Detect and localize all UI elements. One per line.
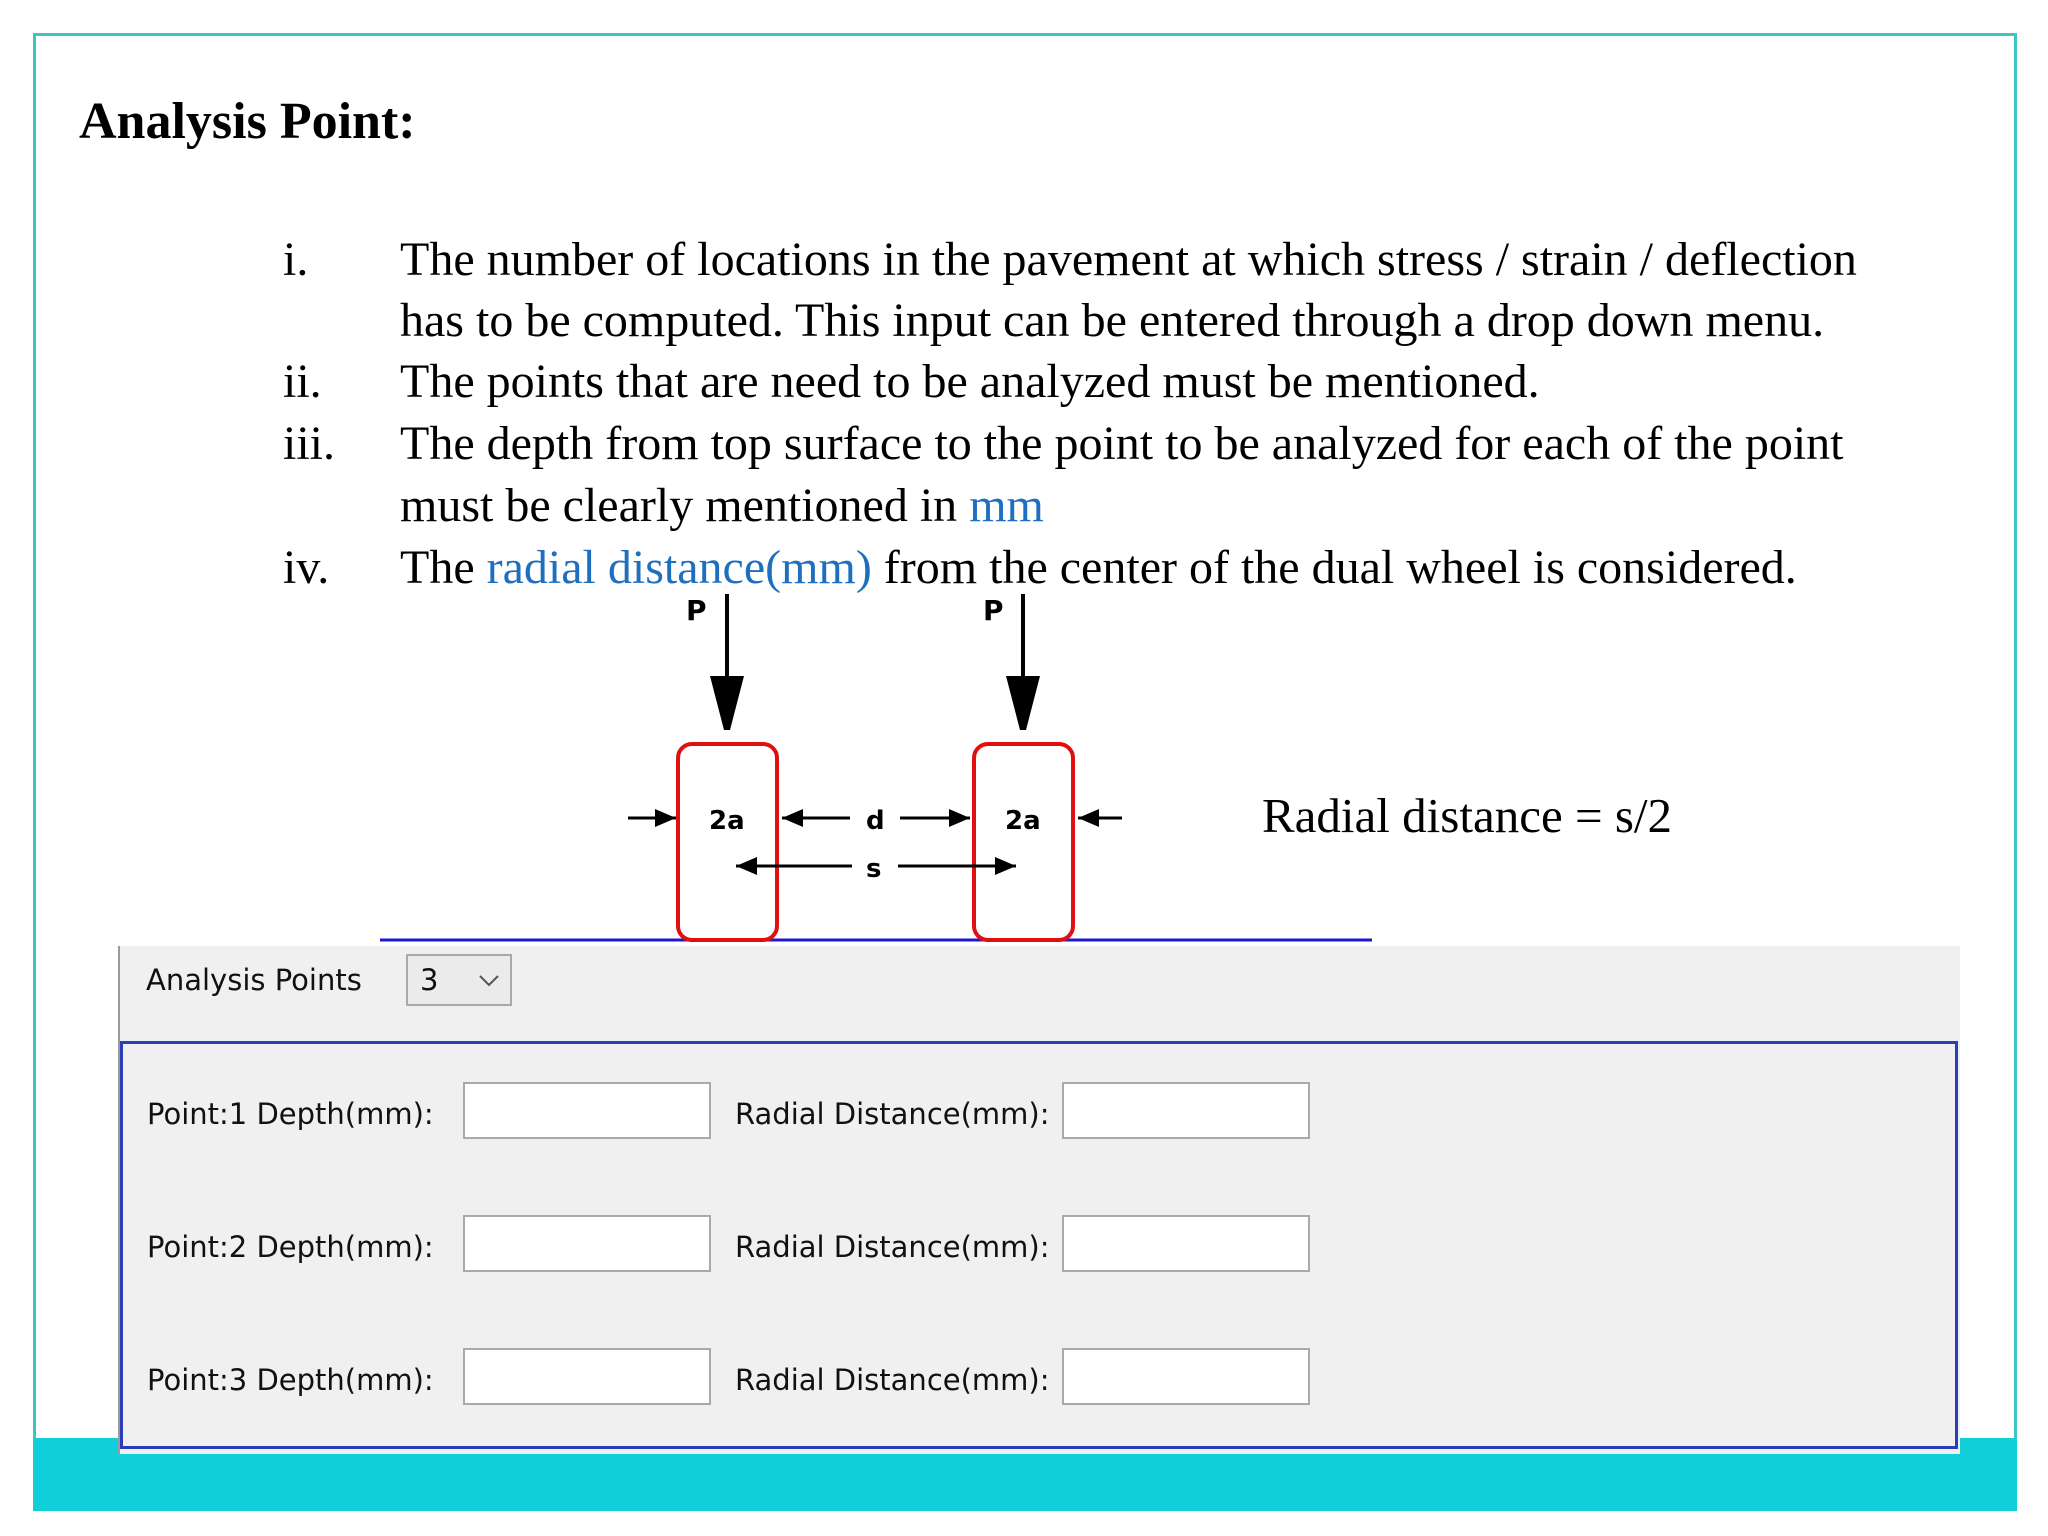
point-2-radial-input[interactable]	[1062, 1215, 1310, 1272]
bullet-text: The points that are need to be analyzed must be mentioned.	[400, 355, 1540, 408]
load-arrow-left	[710, 594, 744, 730]
load-label-left: P	[686, 594, 707, 627]
bullet-text-part: The	[400, 541, 487, 594]
point-2-depth-label: Point:2 Depth(mm):	[147, 1230, 434, 1264]
tire-width-label-right: 2a	[1005, 806, 1041, 836]
points-group	[120, 1041, 1958, 1449]
term-highlight: radial distance(mm)	[486, 541, 872, 594]
analysis-points-label: Analysis Points	[146, 963, 362, 997]
bullet-text: The number of locations in the pavement at which stress / strain / deflection	[400, 233, 1857, 286]
analysis-points-panel	[118, 946, 1960, 1454]
point-2-depth-input[interactable]	[463, 1215, 711, 1272]
load-label-right: P	[983, 594, 1004, 627]
bullet-numeral: ii.	[283, 355, 322, 408]
point-1-radial-label: Radial Distance(mm):	[735, 1097, 1050, 1131]
point-3-depth-input[interactable]	[463, 1348, 711, 1405]
load-arrow-right	[1006, 594, 1040, 730]
tire-left	[678, 744, 777, 940]
point-3-radial-input[interactable]	[1062, 1348, 1310, 1405]
point-2-radial-label: Radial Distance(mm):	[735, 1230, 1050, 1264]
point-3-depth-label: Point:3 Depth(mm):	[147, 1363, 434, 1397]
chevron-down-icon	[478, 974, 500, 988]
analysis-points-value: 3	[420, 963, 439, 997]
point-3-radial-label: Radial Distance(mm):	[735, 1363, 1050, 1397]
unit-highlight: mm	[969, 479, 1044, 532]
bullet-text-part: must be clearly mentioned in	[400, 479, 970, 532]
tire-width-label-left: 2a	[709, 806, 745, 836]
analysis-points-select[interactable]	[406, 954, 512, 1006]
bullet-numeral: iii.	[283, 417, 336, 470]
slide-title: Analysis Point:	[79, 93, 416, 150]
bullet-text: The depth from top surface to the point to be analyzed for each of the point	[400, 417, 1844, 470]
point-1-depth-label: Point:1 Depth(mm):	[147, 1097, 434, 1131]
bullet-text: has to be computed. This input can be entered through a drop down menu.	[400, 294, 1825, 347]
point-1-depth-input[interactable]	[463, 1082, 711, 1139]
bullet-numeral: iv.	[283, 541, 330, 594]
bullet-text-part: from the center of the dual wheel is considered.	[871, 541, 1797, 594]
tire-right	[974, 744, 1073, 940]
spacing-label: s	[866, 854, 882, 884]
point-1-radial-input[interactable]	[1062, 1082, 1310, 1139]
gap-label: d	[866, 806, 885, 836]
radial-distance-formula: Radial distance = s/2	[1262, 788, 1673, 843]
bullet-numeral: i.	[283, 233, 309, 286]
